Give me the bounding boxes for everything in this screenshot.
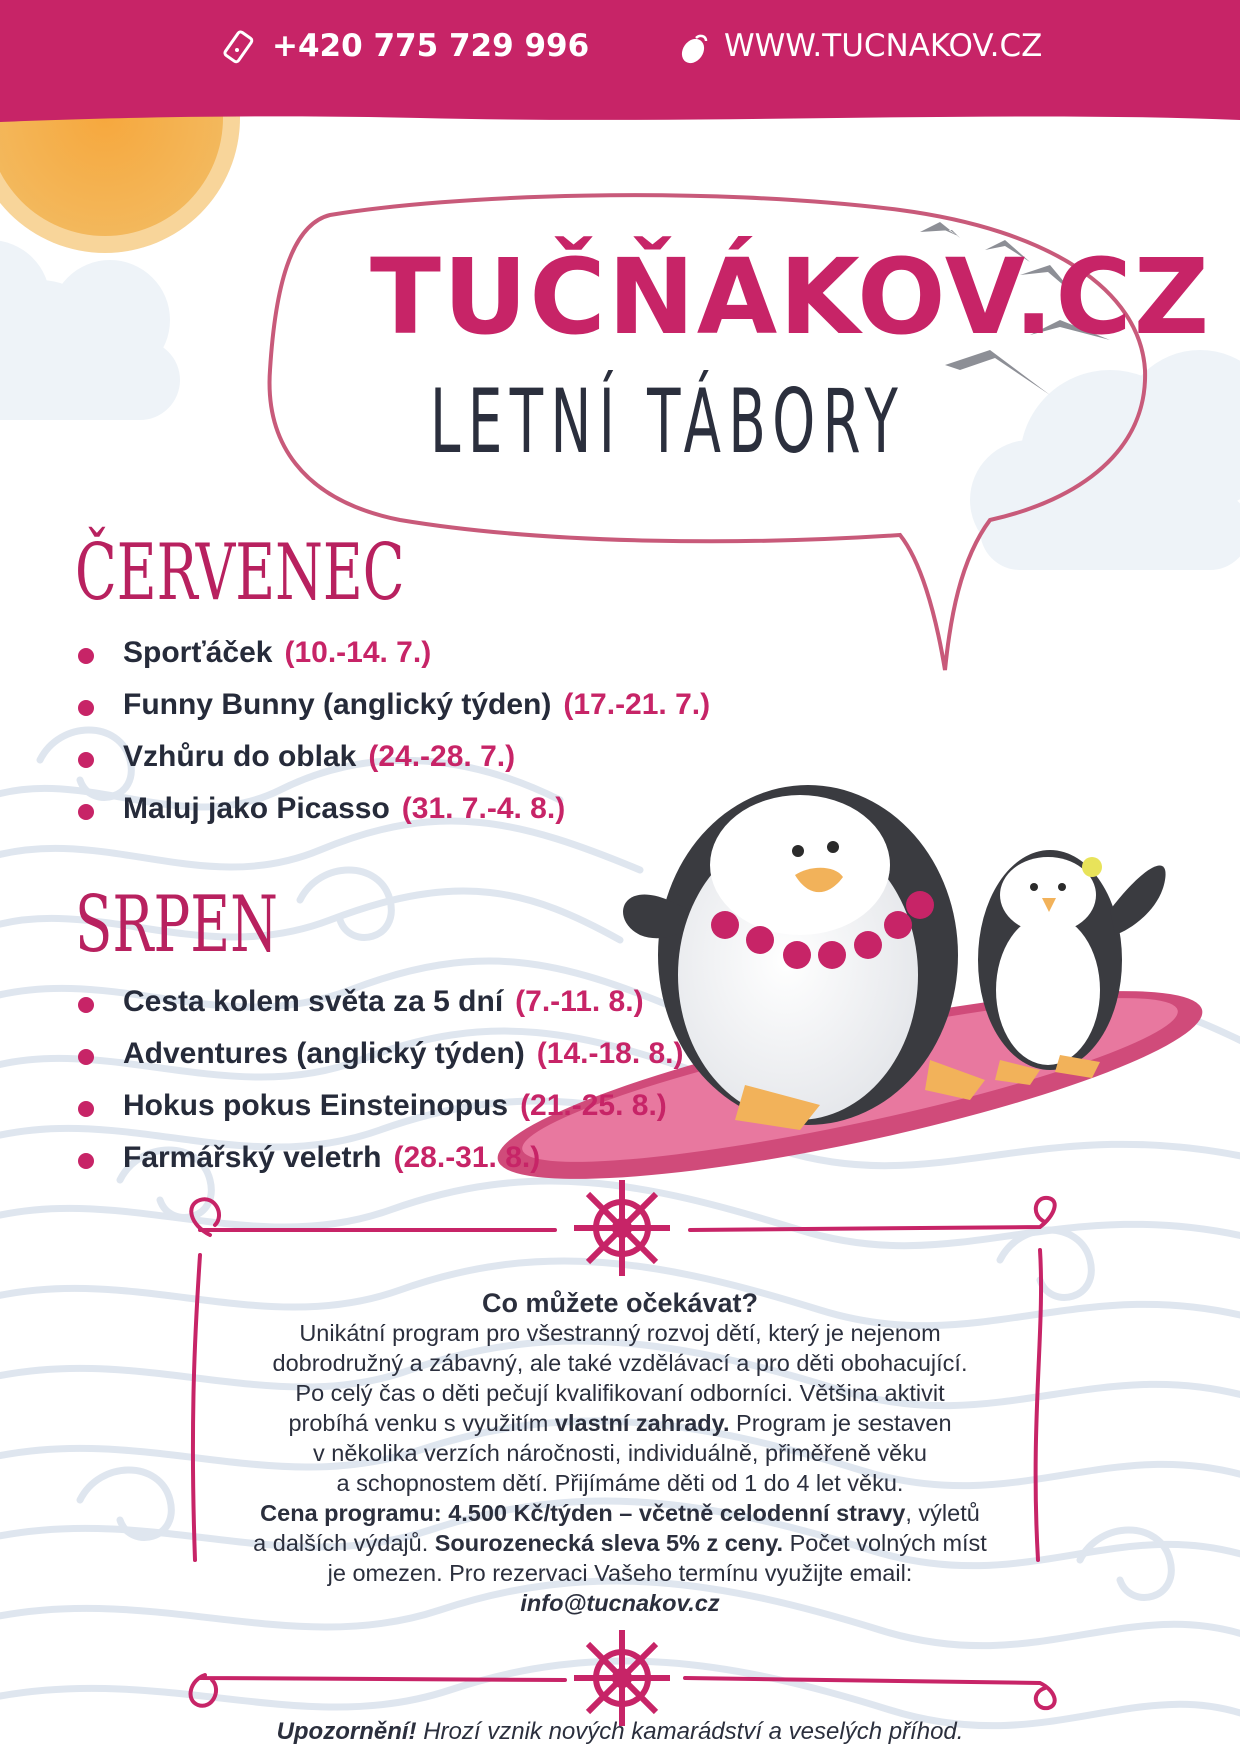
info-line xyxy=(210,1408,1030,1438)
camp-date: (10.-14. 7.) xyxy=(284,636,432,669)
list-item xyxy=(78,688,710,740)
camp-date: (28.-31. 8.) xyxy=(393,1141,541,1174)
page-subtitle: LETNÍ TÁBORY xyxy=(430,370,906,473)
info-line: Po celý čas o děti pečují kvalifikovaní odborníci. Většina aktivit xyxy=(295,1380,945,1406)
info-text: probíhá venku s využitím xyxy=(288,1410,555,1436)
bullet-icon xyxy=(78,700,94,716)
list-item xyxy=(78,985,684,1037)
footer-warning xyxy=(120,1718,1120,1746)
discount-text: Sourozenecká sleva 5% z ceny. xyxy=(434,1530,784,1556)
camp-date: (21.-25. 8.) xyxy=(520,1089,667,1122)
camp-date: (24.-28. 7.) xyxy=(368,740,516,773)
bullet-icon xyxy=(78,804,94,820)
camp-date: (17.-21. 7.) xyxy=(563,688,711,721)
camp-name: Maluj jako Picasso xyxy=(123,792,390,825)
list-item xyxy=(78,1089,684,1141)
ship-wheel-icon xyxy=(574,1180,670,1276)
camp-name: Vzhůru do oblak xyxy=(123,740,357,773)
camp-name: Adventures (anglický týden) xyxy=(123,1037,525,1070)
info-line: Unikátní program pro všestranný rozvoj dětí, který je nejenom xyxy=(299,1320,941,1346)
cloud-right xyxy=(970,350,1240,570)
info-line: je omezen. Pro rezervaci Vašeho termínu využijte email: xyxy=(327,1560,913,1586)
bullet-icon xyxy=(78,648,94,664)
camp-list-july xyxy=(78,636,710,844)
bullet-icon xyxy=(78,1049,94,1065)
price-text: Cena programu: 4.500 Kč/týden – včetně celodenní stravy xyxy=(260,1500,906,1526)
list-item xyxy=(78,740,710,792)
phone-icon xyxy=(222,30,258,66)
warning-label: Upozornění! xyxy=(276,1718,417,1745)
camp-date: (14.-18. 8.) xyxy=(536,1037,684,1070)
camp-date: (31. 7.-4. 8.) xyxy=(401,792,566,825)
bullet-icon xyxy=(78,1153,94,1169)
brand-title: TUČŇÁKOV.CZ xyxy=(370,236,1212,358)
camp-name: Sporťáček xyxy=(123,636,273,669)
bullet-icon xyxy=(78,997,94,1013)
info-line: v několika verzích náročnosti, individuálně, přiměřeně věku xyxy=(313,1440,927,1466)
list-item xyxy=(78,792,710,844)
info-emphasis: vlastní zahrady. xyxy=(554,1410,730,1436)
info-text: Program je sestaven xyxy=(729,1410,952,1436)
info-heading: Co můžete očekávat? xyxy=(481,1288,759,1318)
bullet-icon xyxy=(78,752,94,768)
mouse-icon xyxy=(676,32,710,66)
info-box xyxy=(210,1288,1030,1618)
camp-name: Cesta kolem světa za 5 dní xyxy=(123,985,504,1018)
month-heading-july: ČERVENEC xyxy=(75,528,405,618)
camp-list-august xyxy=(78,985,684,1193)
camp-name: Funny Bunny (anglický týden) xyxy=(123,688,552,721)
warning-text: Hrozí vznik nových kamarádství a veselých příhod. xyxy=(416,1718,964,1745)
camp-name: Hokus pokus Einsteinopus xyxy=(123,1089,509,1122)
info-line: dobrodružný a zábavný, ale také vzdělávací a pro děti obohacující. xyxy=(272,1350,968,1376)
info-line xyxy=(210,1528,1030,1558)
list-item xyxy=(78,1141,684,1193)
camp-date: (7.-11. 8.) xyxy=(515,985,644,1018)
header-phone[interactable]: +420 775 729 996 xyxy=(272,28,590,64)
list-item xyxy=(78,1037,684,1089)
month-heading-august: SRPEN xyxy=(75,880,278,970)
info-text: a dalších výdajů. xyxy=(253,1530,435,1556)
bullet-icon xyxy=(78,1101,94,1117)
header-website[interactable]: WWW.TUCNAKOV.CZ xyxy=(724,28,1043,64)
cloud-left xyxy=(0,240,180,420)
list-item xyxy=(78,636,710,688)
info-line: a schopnostem dětí. Přijímáme děti od 1 do 4 let věku. xyxy=(336,1470,904,1496)
email-link[interactable]: info@tucnakov.cz xyxy=(520,1590,720,1616)
camp-name: Farmářský veletrh xyxy=(123,1141,382,1174)
info-text: Počet volných míst xyxy=(783,1530,987,1556)
ship-wheel-icon-bottom xyxy=(574,1630,670,1726)
info-line xyxy=(210,1498,1030,1528)
header-bar xyxy=(0,0,1240,122)
info-text: , výletů xyxy=(905,1500,980,1526)
